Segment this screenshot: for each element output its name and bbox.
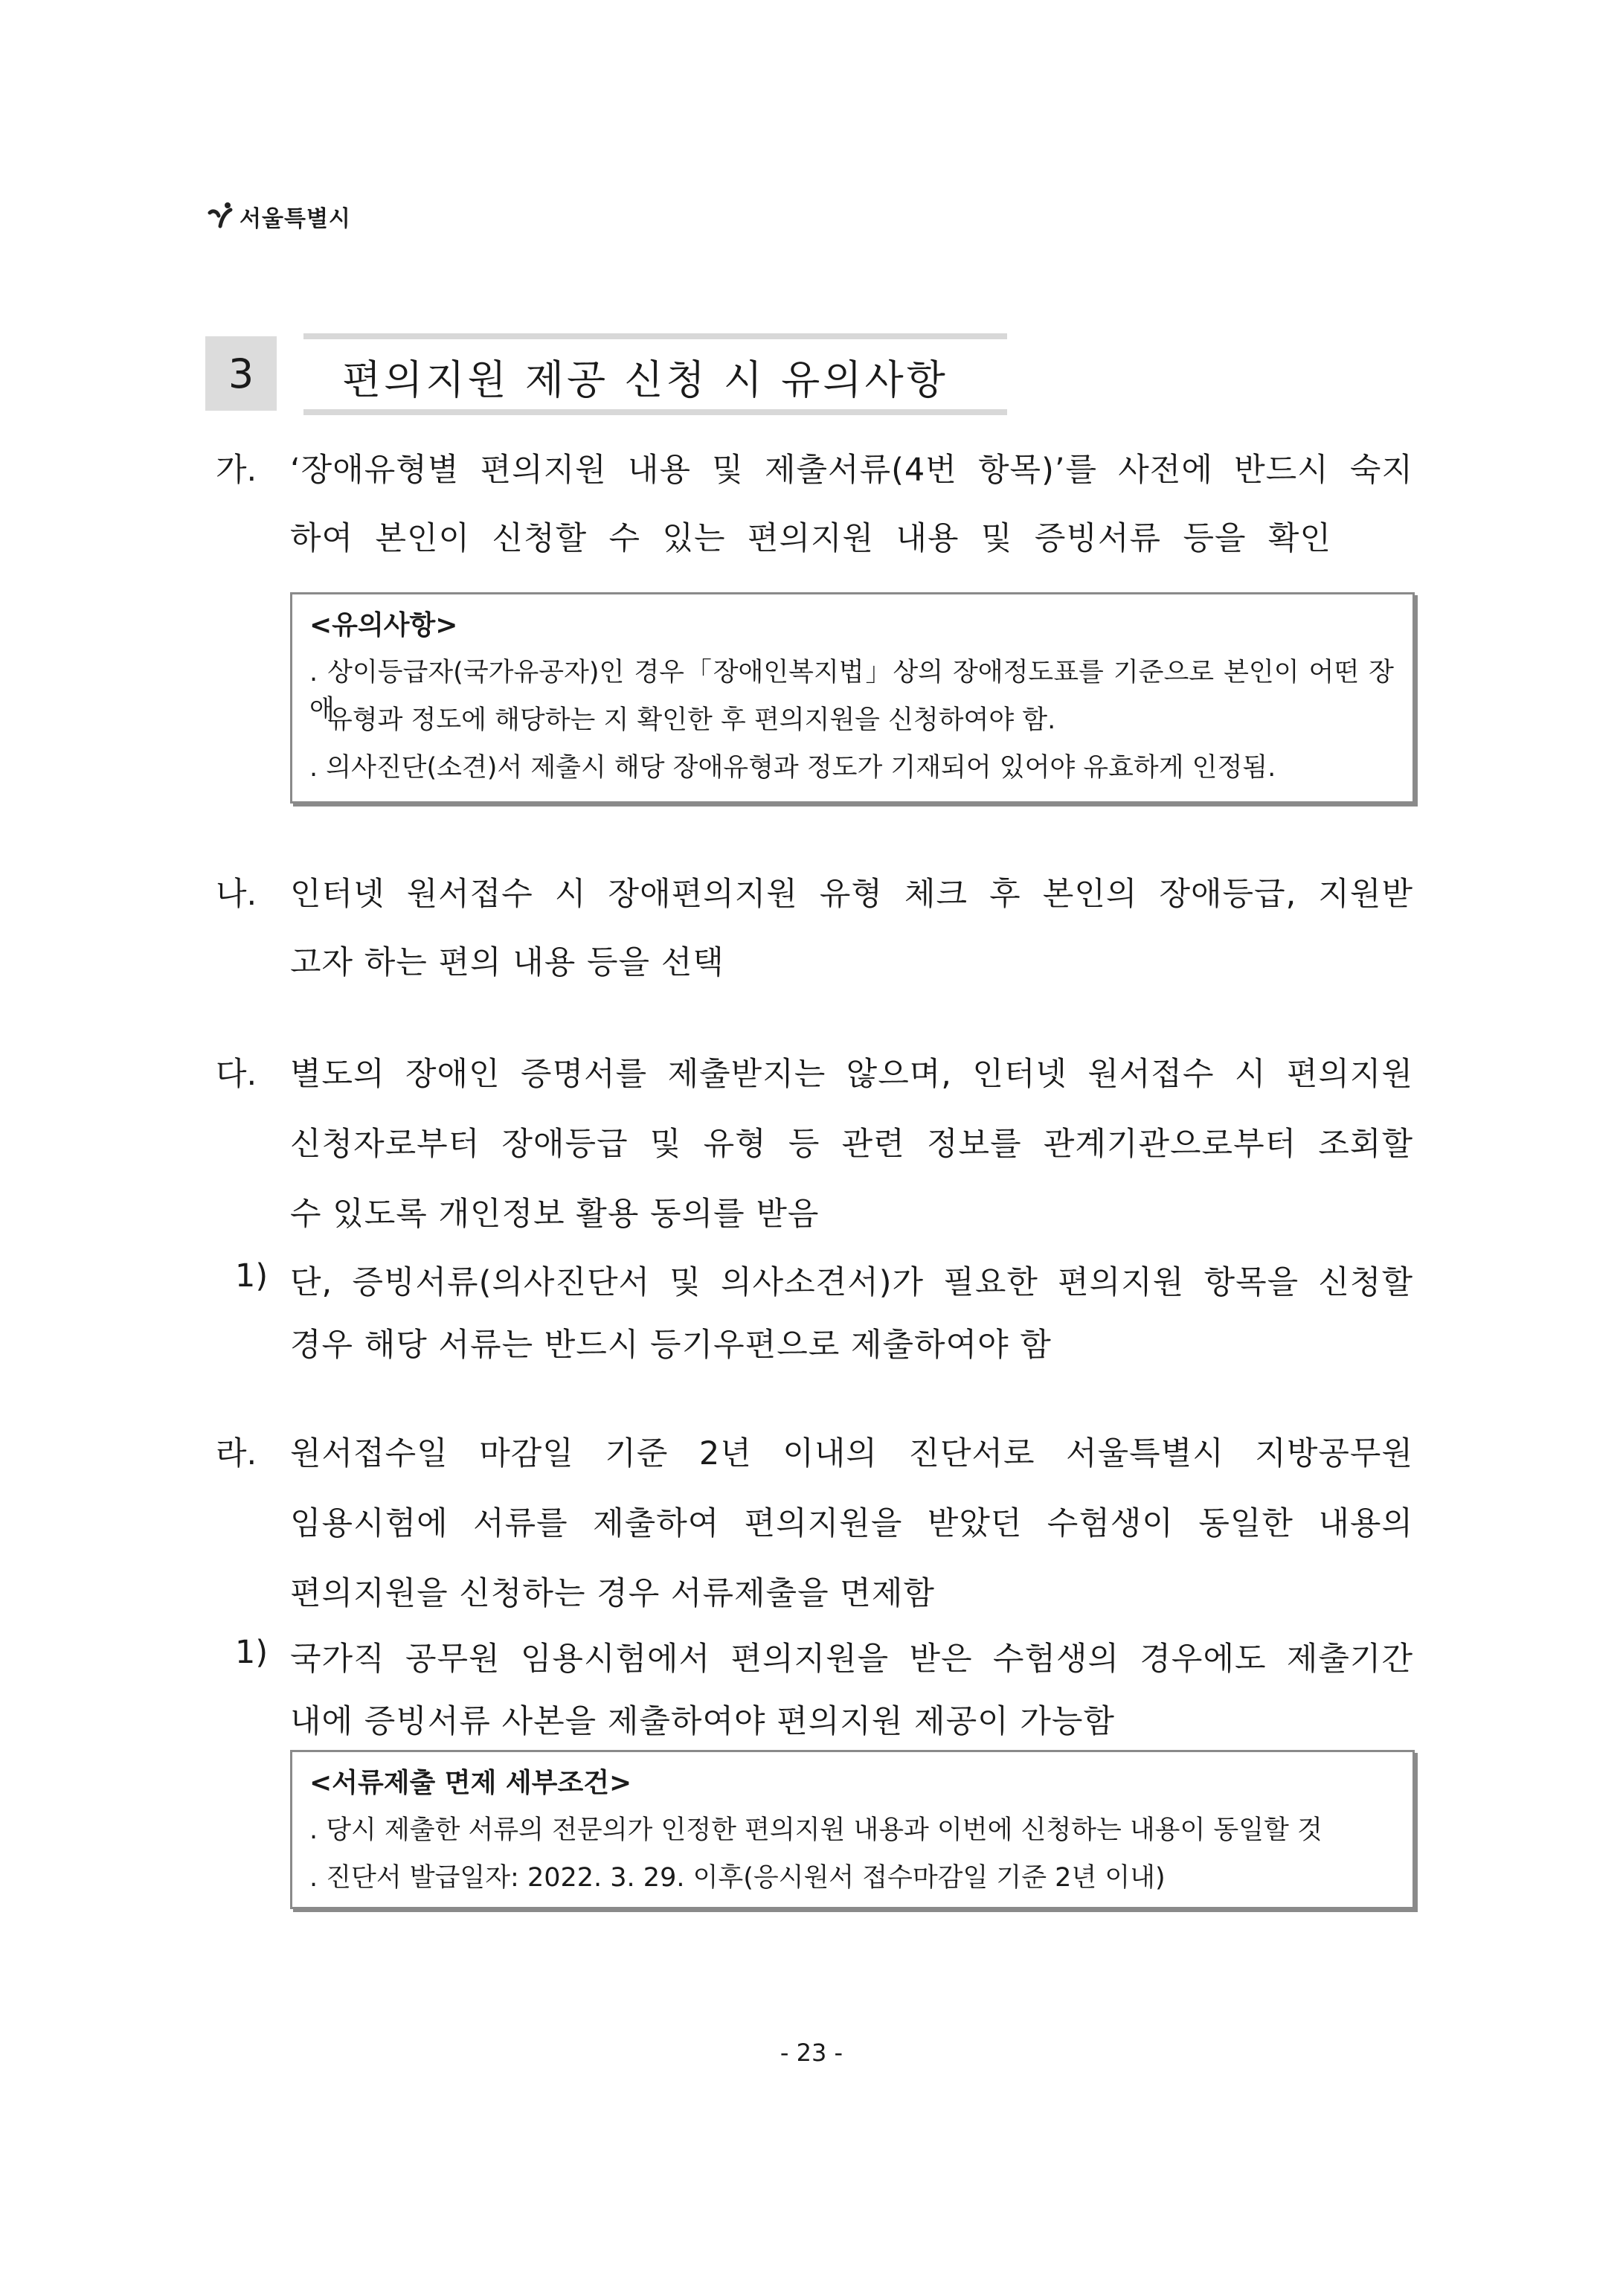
item-da-sub-line-2: 경우 해당 서류는 반드시 등기우편으로 제출하여야 함 [290,1327,1052,1364]
item-ra-sub-line-2: 내에 증빙서류 사본을 제출하여야 편의지원 제공이 가능함 [290,1703,1115,1740]
section-title: 편의지원 제공 신청 시 유의사항 [342,356,948,403]
item-ra-line-2: 임용시험에 서류를 제출하여 편의지원을 받았던 수험생이 동일한 내용의 [290,1505,1413,1542]
item-da-line-3: 수 있도록 개인정보 활용 동의를 받음 [290,1196,820,1233]
note-box-cautions-line-1: . 상이등급자(국가유공자)인 경우「장애인복지법」상의 장애정도표를 기준으로 본인이 어떤 장애 [309,658,1394,725]
item-ga-line-2: 하여 본인이 신청할 수 있는 편의지원 내용 및 증빙서류 등을 확인 [290,520,1332,557]
note-box-exemption-title: <서류제출 면제 세부조건> [309,1768,632,1798]
note-box-cautions-title: <유의사항> [309,610,458,641]
seoul-logo-icon [202,199,237,234]
item-da-sub-label: 1) [235,1257,269,1295]
item-ra-sub-label: 1) [235,1634,269,1671]
item-da-sub-line-1: 단, 증빙서류(의사진단서 및 의사소견서)가 필요한 편의지원 항목을 신청할 [290,1264,1413,1301]
note-box-exemption-line-1: . 당시 제출한 서류의 전문의가 인정한 편의지원 내용과 이번에 신청하는 내용이 동일할 것 [309,1815,1322,1845]
note-box-exemption-line-2: . 진단서 발급일자: 2022. 3. 29. 이후(응시원서 접수마감일 기준 2년 이내) [309,1863,1166,1893]
item-ra-label: 라. [216,1435,257,1472]
item-ra-sub-line-1: 국가직 공무원 임용시험에서 편의지원을 받은 수험생의 경우에도 제출기간 [290,1641,1413,1678]
item-na-label: 나. [216,876,257,913]
item-da-label: 다. [216,1056,257,1093]
item-da-line-2: 신청자로부터 장애등급 및 유형 등 관련 정보를 관계기관으로부터 조회할 [290,1126,1413,1163]
item-na-line-2: 고자 하는 편의 내용 등을 선택 [290,944,724,981]
page-number: - 23 - [780,2039,843,2067]
item-da-line-1: 별도의 장애인 증명서를 제출받지는 않으며, 인터넷 원서접수 시 편의지원 [290,1056,1413,1093]
section-number: 3 [205,336,277,411]
logo-text: 서울특별시 [240,206,351,232]
note-box-cautions-line-2: 유형과 정도에 해당하는 지 확인한 후 편의지원을 신청하여야 함. [327,705,1056,735]
item-ra-line-1: 원서접수일 마감일 기준 2년 이내의 진단서로 서울특별시 지방공무원 [290,1435,1413,1472]
item-na-line-1: 인터넷 원서접수 시 장애편의지원 유형 체크 후 본인의 장애등급, 지원받 [290,876,1413,913]
item-ga-label: 가. [216,452,257,489]
seoul-logo [202,199,351,234]
item-ra-line-3: 편의지원을 신청하는 경우 서류제출을 면제함 [290,1575,935,1612]
note-box-cautions-line-3: . 의사진단(소견)서 제출시 해당 장애유형과 정도가 기재되어 있어야 유효하게 인정됨. [309,753,1276,783]
item-ga-line-1: ‘장애유형별 편의지원 내용 및 제출서류(4번 항목)’를 사전에 반드시 숙지 [290,452,1413,489]
